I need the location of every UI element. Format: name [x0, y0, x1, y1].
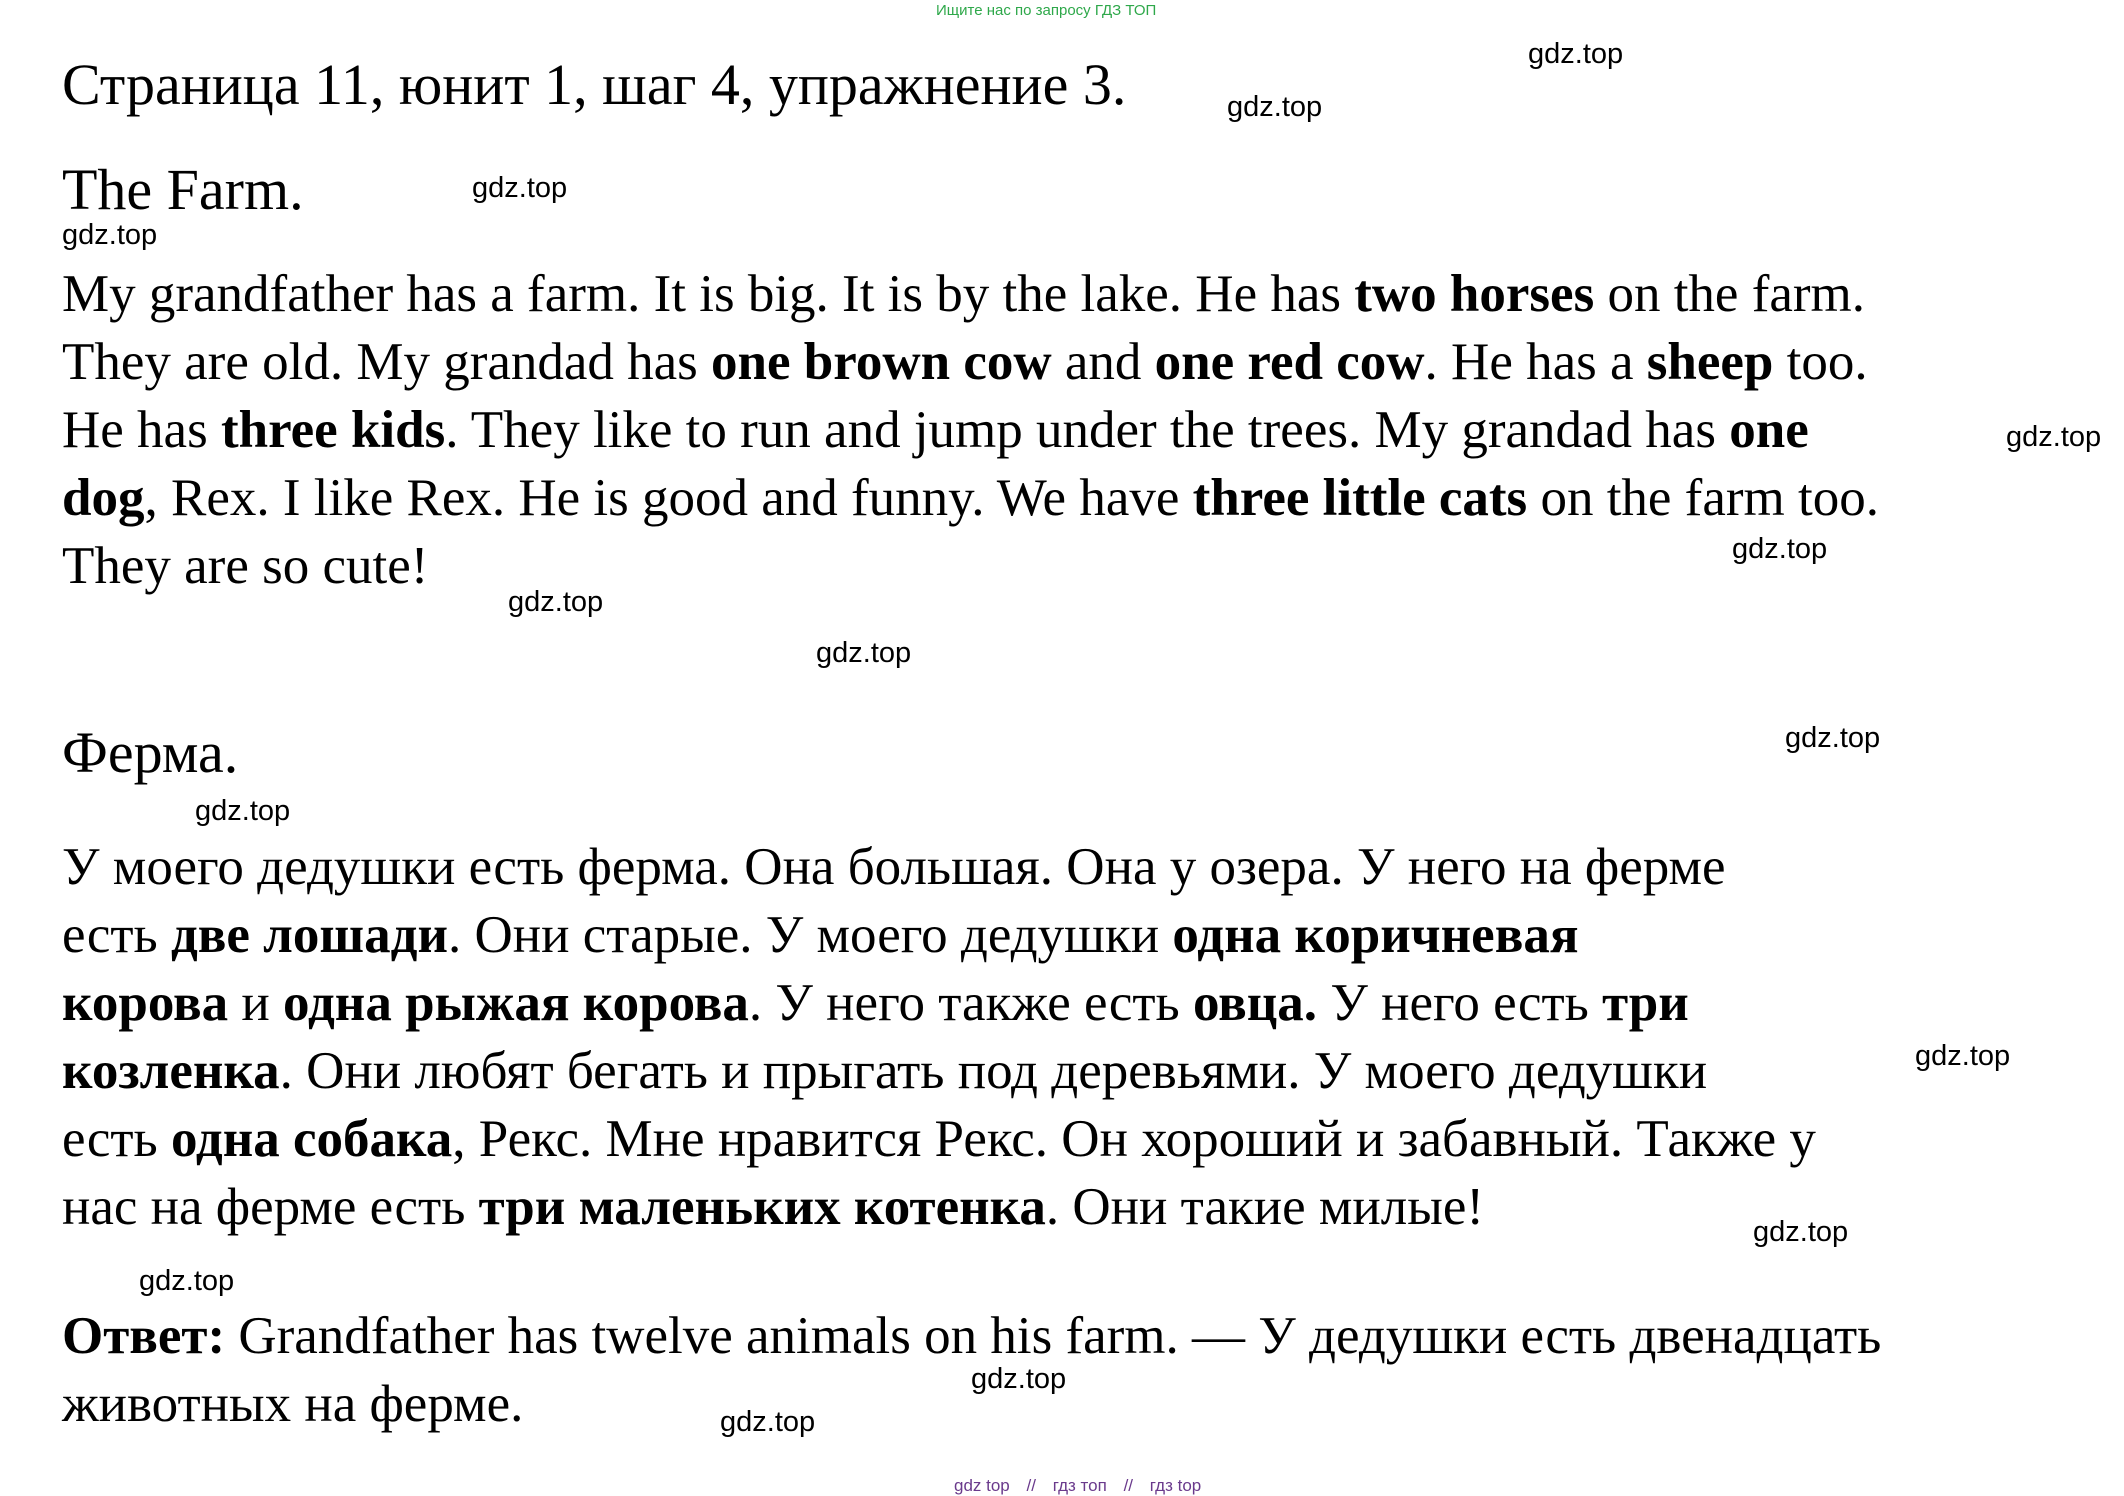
text-segment: on the farm. — [1594, 265, 1865, 323]
watermark: gdz.top — [816, 637, 912, 669]
text-segment: . У него также есть — [748, 974, 1193, 1032]
watermark: gdz.top — [1915, 1040, 2011, 1072]
watermark: gdz.top — [508, 586, 604, 618]
text-line — [62, 833, 1816, 901]
bold-segment: one — [1729, 401, 1809, 459]
text-line — [62, 969, 1816, 1037]
text-segment: too. — [1773, 333, 1868, 391]
text-segment: They are so cute! — [62, 537, 429, 595]
text-segment: . They like to run and jump under the trees. My grandad has — [445, 401, 1730, 459]
watermark: gdz.top — [1785, 722, 1881, 754]
bold-segment: Ответ: — [62, 1307, 226, 1365]
text-segment: . He has a — [1424, 333, 1647, 391]
text-line — [62, 1105, 1816, 1173]
footer-link[interactable]: гдз топ — [1052, 1476, 1107, 1495]
text-segment: У него есть — [1317, 974, 1603, 1032]
text-line — [62, 532, 1879, 600]
bold-segment: three little cats — [1192, 469, 1528, 527]
text-segment: . Они старые. У моего дедушки — [448, 906, 1173, 964]
text-segment: They are old. My grandad has — [62, 333, 712, 391]
bold-segment: две лошади — [170, 906, 448, 964]
watermark: gdz.top — [1753, 1216, 1849, 1248]
bold-segment: two horses — [1354, 265, 1595, 323]
top-banner[interactable]: Ищите нас по запросу ГДЗ ТОП — [936, 2, 1157, 19]
text-segment: , Рекс. Мне нравится Рекс. Он хороший и забавный. Также у — [452, 1110, 1816, 1168]
text-line — [62, 1302, 1881, 1370]
bold-segment: three kids — [220, 401, 446, 459]
text-segment: . Они любят бегать и прыгать под деревьями. У моего дедушки — [279, 1042, 1708, 1100]
bold-segment: one red cow — [1154, 333, 1425, 391]
russian-title: Ферма. — [62, 720, 239, 785]
text-line — [62, 328, 1879, 396]
bold-segment: овца. — [1192, 974, 1318, 1032]
text-segment: He has — [62, 401, 221, 459]
footer-separator: // — [1123, 1476, 1134, 1495]
bold-segment: one brown cow — [711, 333, 1052, 391]
watermark: gdz.top — [971, 1363, 1067, 1395]
watermark: gdz.top — [1227, 91, 1323, 123]
text-line — [62, 260, 1879, 328]
text-line — [62, 901, 1816, 969]
text-segment: и — [228, 974, 283, 1032]
bold-segment: одна рыжая корова — [283, 974, 749, 1032]
watermark: gdz.top — [139, 1265, 235, 1297]
text-segment: животных на ферме. — [62, 1375, 524, 1433]
text-segment: есть — [62, 1110, 171, 1168]
watermark: gdz.top — [195, 795, 291, 827]
bold-segment: три — [1602, 974, 1689, 1032]
watermark: gdz.top — [62, 219, 158, 251]
text-segment: , Rex. I like Rex. He is good and funny. We have — [144, 469, 1193, 527]
bold-segment: одна коричневая — [1172, 906, 1579, 964]
text-segment: нас на ферме есть — [62, 1178, 479, 1236]
footer-links — [948, 1476, 1207, 1496]
russian-paragraph — [62, 833, 1816, 1241]
english-paragraph — [62, 260, 1879, 600]
text-segment: My grandfather has a farm. It is big. It is by the lake. He has — [62, 265, 1355, 323]
text-line — [62, 464, 1879, 532]
text-segment: Grandfather has twelve animals on his farm. — У дедушки есть двенадцать — [225, 1307, 1882, 1365]
text-segment: on the farm too. — [1527, 469, 1879, 527]
text-line — [62, 1173, 1816, 1241]
footer-link[interactable]: gdz top — [954, 1476, 1010, 1495]
bold-segment: одна собака — [170, 1110, 453, 1168]
watermark: gdz.top — [720, 1406, 816, 1438]
text-segment: . Они такие милые! — [1045, 1178, 1484, 1236]
english-title: The Farm. — [62, 157, 304, 222]
bold-segment: козленка — [62, 1042, 280, 1100]
text-segment: and — [1051, 333, 1155, 391]
watermark: gdz.top — [472, 172, 568, 204]
bold-segment: корова — [62, 974, 229, 1032]
bold-segment: dog — [62, 469, 145, 527]
footer-link[interactable]: гдз top — [1149, 1476, 1202, 1495]
watermark: gdz.top — [1732, 533, 1828, 565]
text-segment: есть — [62, 906, 171, 964]
page-heading: Страница 11, юнит 1, шаг 4, упражнение 3. — [62, 52, 1127, 117]
footer-separator: // — [1026, 1476, 1036, 1495]
watermark: gdz.top — [2006, 421, 2102, 453]
text-line — [62, 1037, 1816, 1105]
text-line — [62, 396, 1879, 464]
text-segment: У моего дедушки есть ферма. Она большая. Она у озера. У него на ферме — [62, 838, 1726, 896]
watermark: gdz.top — [1528, 38, 1624, 70]
bold-segment: sheep — [1646, 333, 1774, 391]
bold-segment: три маленьких котенка — [478, 1178, 1046, 1236]
